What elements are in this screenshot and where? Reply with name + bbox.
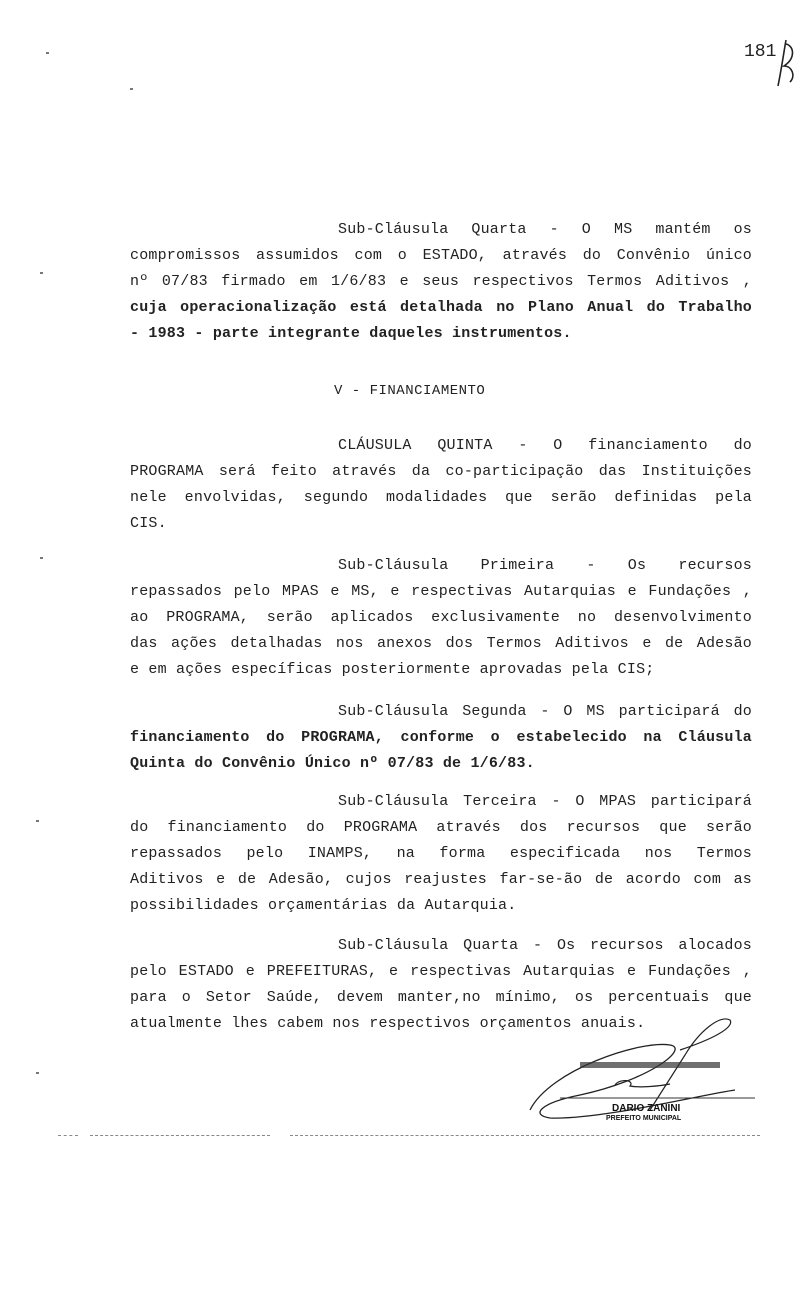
text-line: Sub-Cláusula Primeira - Os recursos xyxy=(338,557,752,574)
text-line: Sub-Cláusula Segunda - O MS participará do xyxy=(338,703,752,720)
signature-stamp xyxy=(520,1000,760,1140)
text-line: para o Setor Saúde, devem manter,no mínimo, os percentuais que xyxy=(130,989,752,1006)
text-line: financiamento do PROGRAMA, conforme o estabelecido na Cláusula xyxy=(130,729,752,746)
text-line: ao PROGRAMA, serão aplicados exclusivamente no desenvolvimento xyxy=(130,609,752,626)
divider xyxy=(58,1135,78,1137)
text-line: CLÁUSULA QUINTA - O financiamento do xyxy=(338,437,752,454)
text-line: do financiamento do PROGRAMA através dos recursos que serão xyxy=(130,819,752,836)
text-line: nº 07/83 firmado em 1/6/83 e seus respectivos Termos Aditivos , xyxy=(130,273,752,290)
text-line: - 1983 - parte integrante daqueles instrumentos. xyxy=(130,325,572,342)
text-line: possibilidades orçamentárias da Autarquia. xyxy=(130,897,517,914)
divider xyxy=(90,1135,270,1137)
stamp-name: DARIO ZANINI xyxy=(612,1103,681,1114)
text-line: PROGRAMA será feito através da co-participação das Instituições xyxy=(130,463,752,480)
text-line: e em ações específicas posteriormente aprovadas pela CIS; xyxy=(130,661,655,678)
text-line: Quinta do Convênio Único nº 07/83 de 1/6/83. xyxy=(130,755,535,772)
text-line: atualmente lhes cabem nos respectivos orçamentos anuais. xyxy=(130,1015,646,1032)
text-line: nele envolvidas, segundo modalidades que serão definidas pela xyxy=(130,489,752,506)
text-line: repassados pelo INAMPS, na forma especificada nos Termos xyxy=(130,845,752,862)
text-line: Sub-Cláusula Terceira - O MPAS participará xyxy=(338,793,752,810)
text-line: CIS. xyxy=(130,515,167,532)
text-line: repassados pelo MPAS e MS, e respectivas Autarquias e Fundações , xyxy=(130,583,752,600)
text-line: cuja operacionalização está detalhada no Plano Anual do Trabalho xyxy=(130,299,752,316)
text-line: pelo ESTADO e PREFEITURAS, e respectivas Autarquias e Fundações , xyxy=(130,963,752,980)
text-line: compromissos assumidos com o ESTADO, através do Convênio único xyxy=(130,247,752,264)
text-line: das ações detalhadas nos anexos dos Termos Aditivos e de Adesão xyxy=(130,635,752,652)
section-heading: V - FINANCIAMENTO xyxy=(334,383,486,399)
text-line: Sub-Cláusula Quarta - Os recursos alocados xyxy=(338,937,752,954)
divider xyxy=(290,1135,760,1137)
stamp-title: PREFEITO MUNICIPAL xyxy=(606,1115,682,1122)
text-line: Aditivos e de Adesão, cujos reajustes far-se-ão de acordo com as xyxy=(130,871,752,888)
text-line: Sub-Cláusula Quarta - O MS mantém os xyxy=(338,221,752,238)
initials-mark-icon xyxy=(770,36,800,92)
page-number: 181 xyxy=(744,42,777,62)
